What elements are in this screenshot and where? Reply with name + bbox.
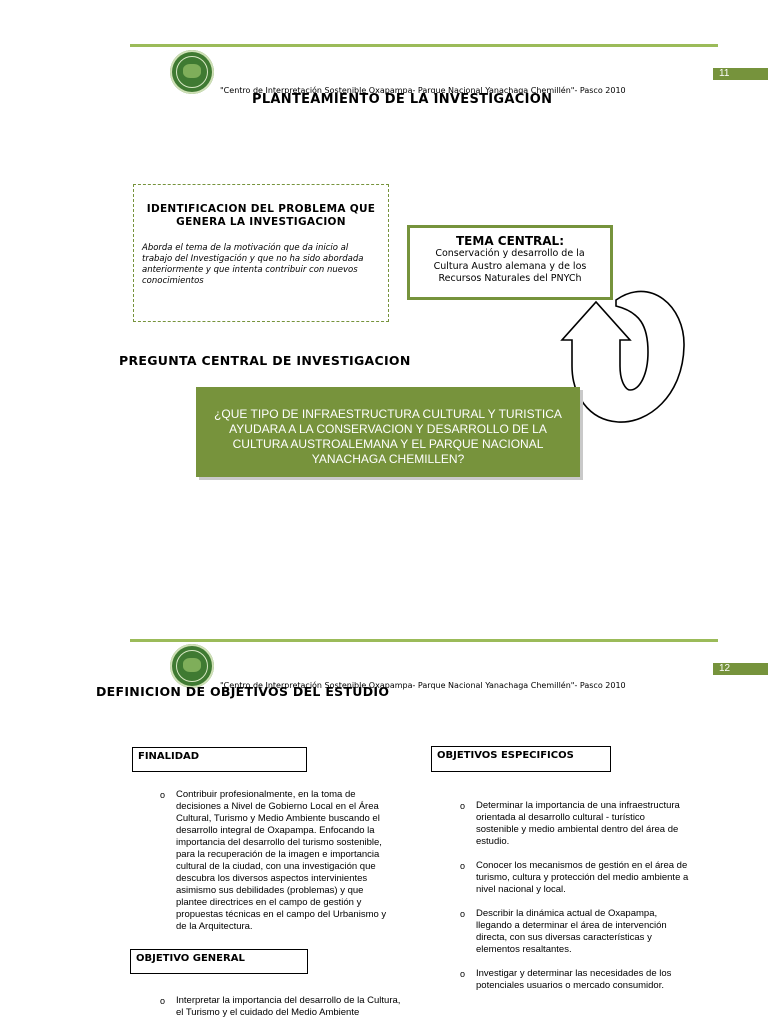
park-logo-icon — [170, 644, 214, 688]
header-text: "Centro de Interpretación Sostenible Oxapampa- Parque Nacional Yanachaga Chemillén"- Pasco 2010 — [220, 86, 626, 95]
objetivos-especificos-list — [476, 800, 690, 1004]
page-title: PLANTEAMIENTO DE LA INVESTIGACION — [252, 92, 553, 107]
pregunta-heading: PREGUNTA CENTRAL DE INVESTIGACION — [119, 353, 411, 368]
park-logo-icon — [170, 50, 214, 94]
list-item: o Contribuir profesionalmente, en la toma de decisiones a Nivel de Gobierno Local en el Área Cultural, Turismo y Medio Ambiente buscando el desarrollo integral de Oxapampa. Enfocando la importancia del desarrollo del turismo sostenible, para la recuperación de la imagen e importancia cultural de la ciudad, con una investigación que descubra los diversos aspectos intervinientes asimismo sus debilidades (problemas) y que plantee directrices en el campo de gestión y propuestas técnicas en el campo del Urbanismo y de la Arquitectura. — [176, 789, 391, 933]
list-item: o Describir la dinámica actual de Oxapampa, llegando a determinar el área de intervención directa, con sus diversas características y elementos resaltantes. — [476, 908, 690, 956]
objetivo-general-list — [176, 995, 401, 1031]
problem-box — [133, 184, 389, 322]
finalidad-label: FINALIDAD — [132, 747, 307, 772]
page-number: 11 — [713, 68, 768, 80]
objetivos-especificos-label: OBJETIVOS ESPECIFICOS — [431, 746, 611, 772]
finalidad-list — [176, 789, 391, 945]
page-title: DEFINICION DE OBJETIVOS DEL ESTUDIO — [96, 684, 390, 699]
header-rule — [130, 44, 718, 47]
list-item: o Interpretar la importancia del desarrollo de la Cultura, el Turismo y el cuidado del Medio Ambiente — [176, 995, 401, 1019]
list-item: o Conocer los mecanismos de gestión en el área de turismo, cultura y protección del medio ambiente a nivel nacional y local. — [476, 860, 690, 896]
pregunta-box — [196, 387, 580, 477]
pregunta-text: ¿QUE TIPO DE INFRAESTRUCTURA CULTURAL Y TURISTICA AYUDARA A LA CONSERVACION Y DESARROLLO DE LA CULTURA AUSTROALEMANA Y EL PARQUE NACIONAL YANACHAGA CHEMILLEN? — [214, 407, 562, 466]
problem-box-title: IDENTIFICACION DEL PROBLEMA QUE GENERA LA INVESTIGACION — [146, 203, 376, 228]
header-text: "Centro de Interpretación Sostenible Oxapampa- Parque Nacional Yanachaga Chemillén"- Pasco 2010 — [220, 681, 626, 690]
problem-box-text: Aborda el tema de la motivación que da inicio al trabajo del Investigación y que no ha sido abordada anteriormente y que intenta contribuir con nuevos conocimientos — [142, 243, 364, 286]
objetivo-general-label: OBJETIVO GENERAL — [130, 949, 308, 974]
list-item: o Determinar la importancia de una infraestructura orientada al desarrollo cultural - turístico sostenible y medio ambiental dentro del área de estudio. — [476, 800, 690, 848]
header-rule — [130, 639, 718, 642]
list-item: o Investigar y determinar las necesidades de los potenciales usuarios o mercado consumidor. — [476, 968, 690, 992]
page-number: 12 — [713, 663, 768, 675]
tema-central-text: Conservación y desarrollo de la Cultura Austro alemana y de los Recursos Naturales del PNYCh — [433, 248, 587, 284]
tema-central-title: TEMA CENTRAL: — [456, 234, 564, 248]
